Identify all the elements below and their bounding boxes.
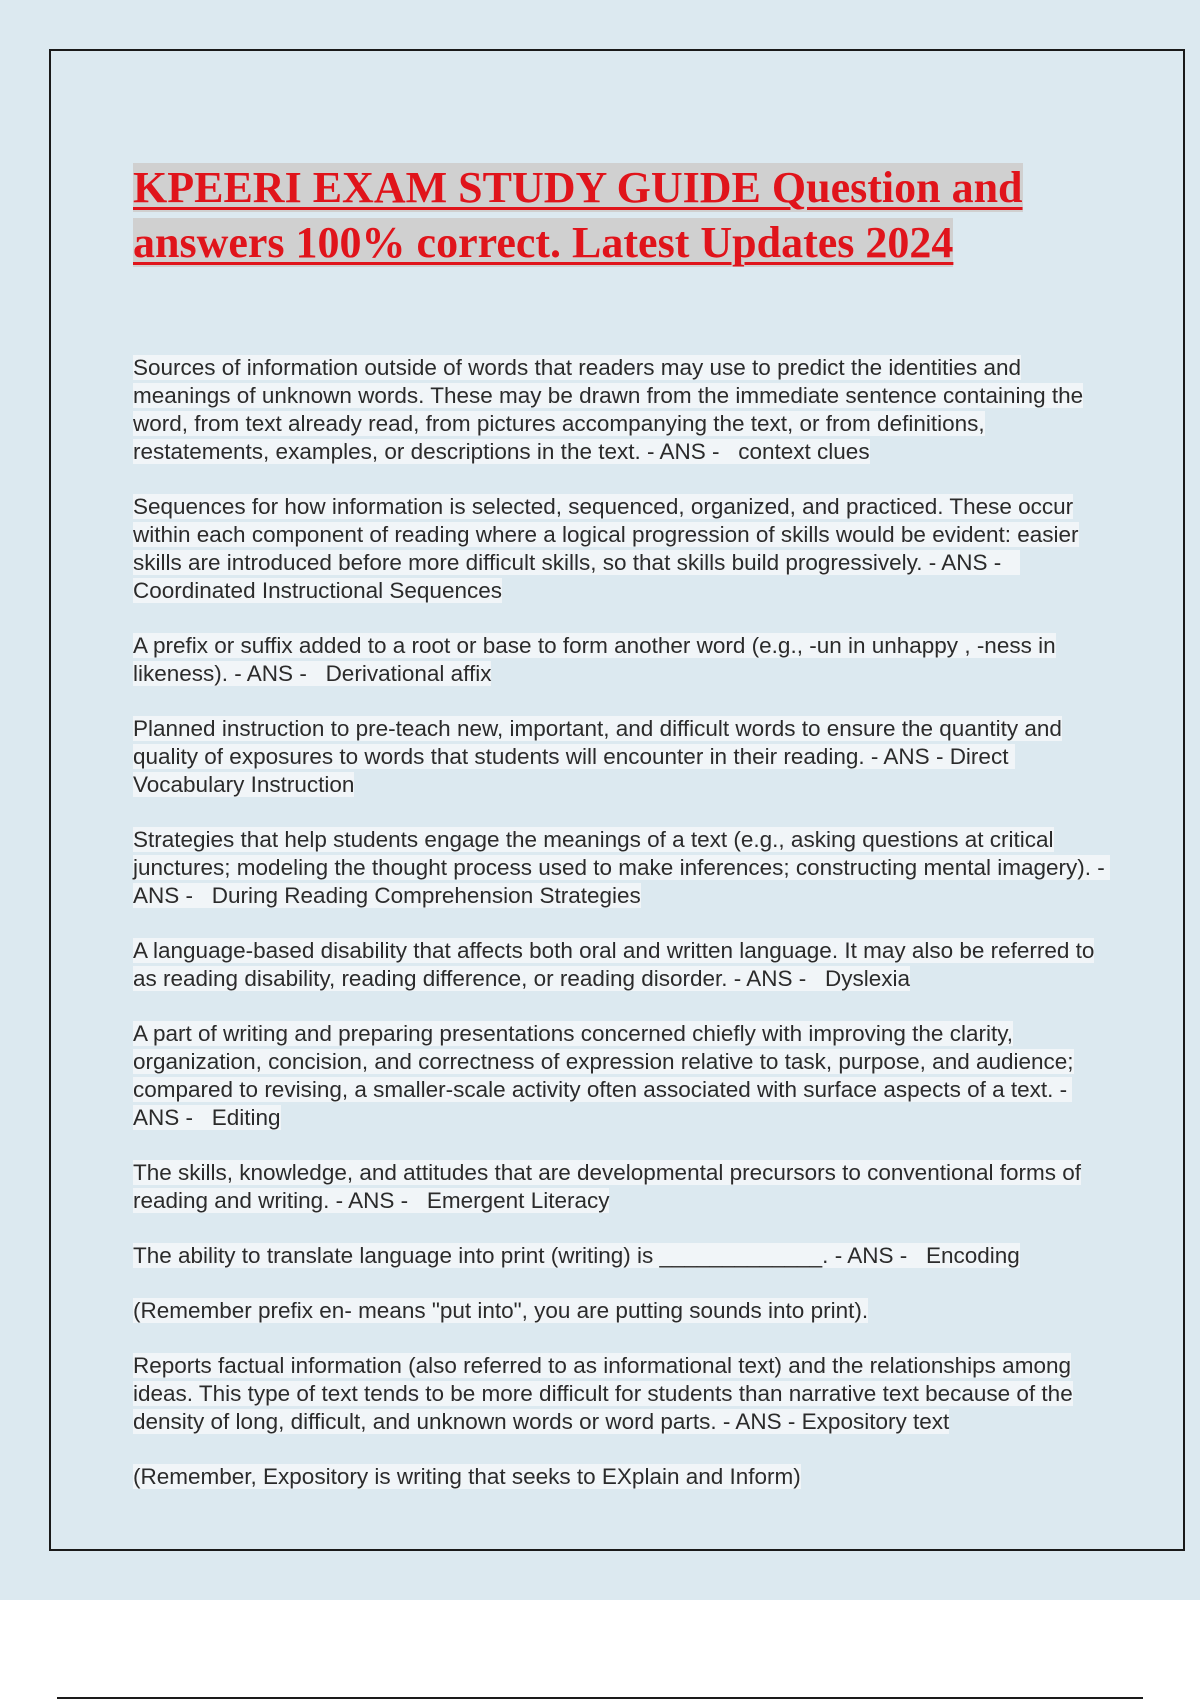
ans-separator: - ANS - [828, 1243, 926, 1268]
qa-entry [133, 826, 1113, 910]
ans-separator: - ANS - [640, 439, 739, 464]
answer-text: context clues [738, 439, 870, 464]
ans-separator: - ANS - [922, 550, 1021, 575]
answer-text: Expository text [801, 1409, 950, 1434]
ans-separator: - ANS - [864, 744, 950, 769]
question-text: A language-based disability that affects both oral and written language. It may also be referred to as reading disability, reading difference, or reading disorder. [133, 938, 1095, 991]
question-text: A part of writing and preparing presentations concerned chiefly with improving the clarity, organization, concision, and correctness of expression relative to task, purpose, and audience; compared to revising, a smaller-scale activity often associated with surface aspects of a text. [133, 1021, 1074, 1102]
footer-divider [57, 1697, 1143, 1699]
title-text: KPEERI EXAM STUDY GUIDE Question and answers 100% correct. Latest Updates 2024 [133, 163, 1023, 267]
ans-separator: - ANS - [329, 1188, 427, 1213]
question-text: Reports factual information (also referred to as informational text) and the relationships among ideas. This type of text tends to be more difficult for students than narrative text because of the density of long, difficult, and unknown words or word parts. [133, 1353, 1073, 1434]
qa-note [133, 1463, 1113, 1491]
ans-separator: - ANS - [727, 966, 826, 991]
qa-note [133, 1297, 1113, 1325]
answer-text: Emergent Literacy [426, 1188, 610, 1213]
answer-text: Dyslexia [825, 966, 911, 991]
question-text: Sources of information outside of words that readers may use to predict the identities and meanings of unknown words. These may be drawn from the immediate sentence containing the word, from text already read, from pictures accompanying the text, or from definitions, restatements, examples, or descriptions in the text. [133, 355, 1084, 464]
question-text: Sequences for how information is selected, sequenced, organized, and practiced. These occur within each component of reading where a logical progression of skills would be evident: easier skills are introduced before more difficult skills, so that skills build progressively. [133, 494, 1079, 575]
qa-entry [133, 354, 1113, 466]
qa-entry [133, 493, 1113, 605]
qa-entry [133, 1242, 1113, 1270]
ans-separator: - ANS - [133, 1077, 1073, 1130]
answer-text: Encoding [925, 1243, 1020, 1268]
document-title [133, 160, 1093, 270]
question-text: Planned instruction to pre-teach new, important, and difficult words to ensure the quantity and quality of exposures to words that students will encounter in their reading. [133, 716, 1062, 769]
qa-list [133, 354, 1113, 1518]
qa-entry [133, 1020, 1113, 1132]
question-text: A prefix or suffix added to a root or base to form another word (e.g., -un in unhappy , -ness in likeness). [133, 633, 1056, 686]
ans-separator: - ANS - [716, 1409, 802, 1434]
qa-entry [133, 632, 1113, 688]
question-text: Strategies that help students engage the meanings of a text (e.g., asking questions at critical junctures; modeling the thought process used to make inferences; constructing mental imagery). [133, 827, 1091, 880]
answer-text: Editing [211, 1105, 281, 1130]
qa-entry [133, 1159, 1113, 1215]
answer-text: During Reading Comprehension Strategies [211, 883, 641, 908]
question-text: The ability to translate language into print (writing) is _____________. [133, 1243, 829, 1268]
ans-separator: - ANS - [228, 661, 326, 686]
answer-text: Derivational affix [325, 661, 492, 686]
answer-text: Coordinated Instructional Sequences [133, 578, 502, 603]
qa-entry [133, 937, 1113, 993]
note-text: (Remember, Expository is writing that seeks to EXplain and Inform) [133, 1464, 801, 1489]
answer-text: Direct Vocabulary Instruction [133, 744, 1015, 797]
qa-entry [133, 715, 1113, 799]
question-text: The skills, knowledge, and attitudes that are developmental precursors to conventional forms of reading and writing. [133, 1160, 1082, 1213]
qa-entry [133, 1352, 1113, 1436]
ans-separator: - ANS - [133, 855, 1110, 908]
note-text: (Remember prefix en- means "put into", you are putting sounds into print). [133, 1298, 869, 1323]
